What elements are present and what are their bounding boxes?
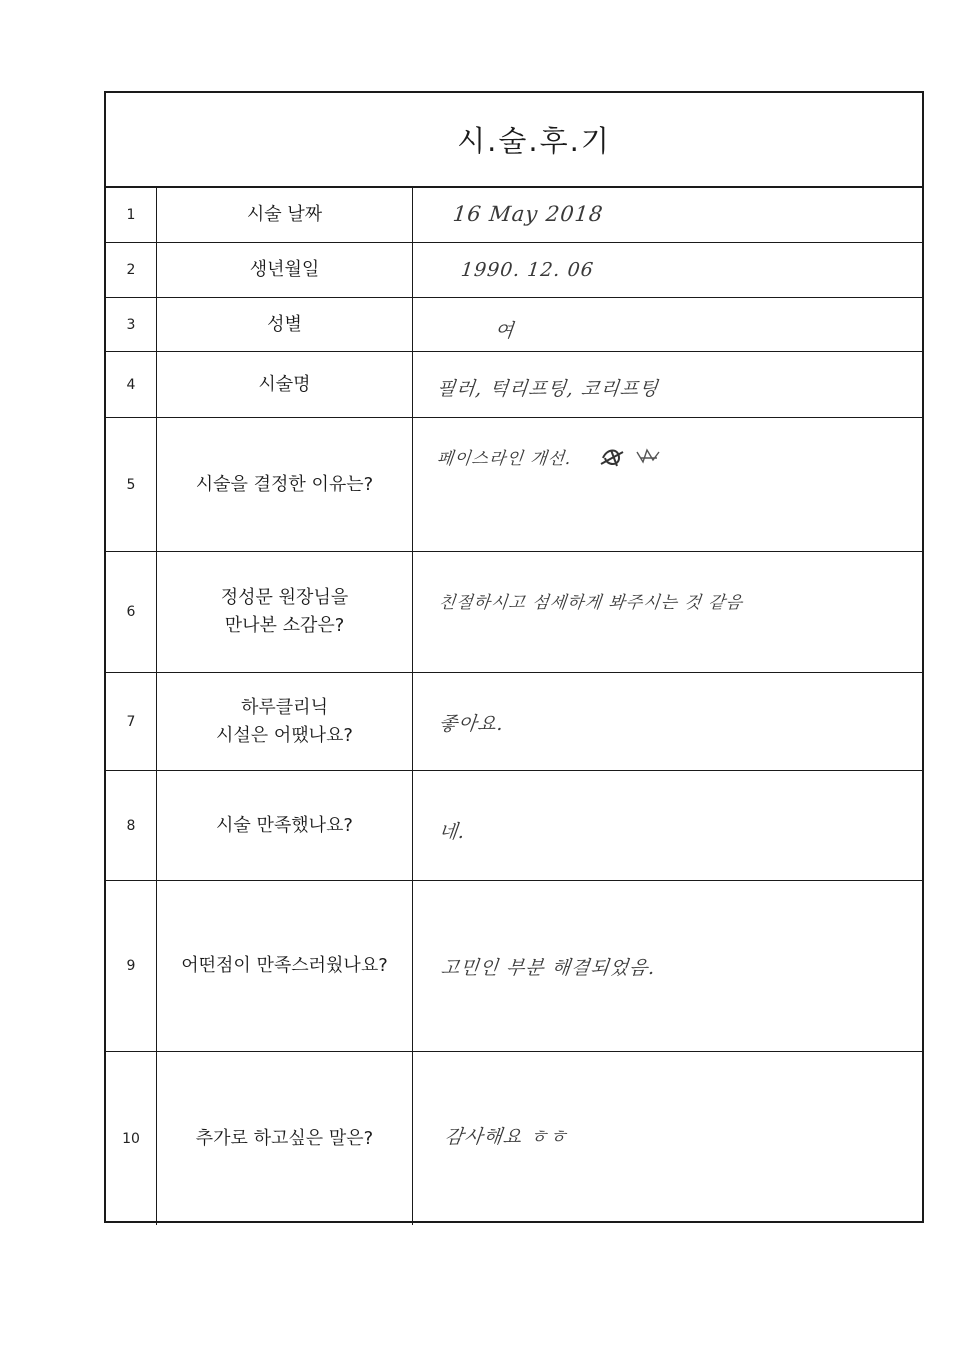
question-label: 하루클리닉 시설은 어땠나요? — [157, 673, 413, 770]
row-number: 7 — [106, 673, 157, 770]
answer-cell — [413, 552, 922, 672]
handwritten-answer: 페이스라인 개선. — [435, 449, 573, 469]
row-number: 2 — [106, 243, 157, 297]
row-number: 10 — [106, 1052, 157, 1225]
question-label: 시술 날짜 — [157, 188, 413, 242]
row-number: 5 — [106, 418, 157, 551]
handwritten-answer: 감사해요 ㅎㅎ — [443, 1126, 570, 1148]
answer-cell — [413, 352, 922, 417]
row-number: 3 — [106, 298, 157, 351]
handwritten-answer: 좋아요. — [437, 713, 506, 735]
answer-cell — [413, 298, 922, 351]
answer-cell — [413, 673, 922, 770]
question-label: 정성문 원장님을 만나본 소감은? — [157, 552, 413, 672]
form-row — [106, 771, 922, 881]
crossed-out-scribble — [597, 444, 667, 470]
question-label: 성별 — [157, 298, 413, 351]
handwritten-answer: 필러, 턱리프팅, 코리프팅 — [435, 378, 660, 400]
question-label: 생년월일 — [157, 243, 413, 297]
review-form — [104, 91, 924, 1223]
row-number: 4 — [106, 352, 157, 417]
question-label: 시술명 — [157, 352, 413, 417]
form-row — [106, 298, 922, 352]
answer-cell — [413, 418, 922, 551]
form-row — [106, 352, 922, 418]
row-number: 6 — [106, 552, 157, 672]
form-row — [106, 552, 922, 673]
question-label: 시술 만족했나요? — [157, 771, 413, 880]
form-row — [106, 881, 922, 1052]
question-label: 추가로 하고싶은 말은? — [157, 1052, 413, 1225]
handwritten-answer: 고민인 부분 해결되었음. — [439, 957, 657, 979]
answer-cell — [413, 188, 922, 242]
handwritten-answer: 친절하시고 섬세하게 봐주시는 것 같음 — [437, 593, 745, 613]
handwritten-answer: 네. — [437, 821, 467, 843]
form-title: 시.술.후.기 — [457, 124, 611, 158]
form-row — [106, 673, 922, 771]
title-row — [106, 93, 922, 188]
handwritten-answer: 여 — [493, 320, 516, 342]
form-row — [106, 1052, 922, 1225]
question-label: 어떤점이 만족스러웠나요? — [157, 881, 413, 1051]
question-label: 시술을 결정한 이유는? — [157, 418, 413, 551]
form-row — [106, 243, 922, 298]
answer-cell — [413, 881, 922, 1051]
answer-cell — [413, 243, 922, 297]
answer-cell — [413, 1052, 922, 1225]
form-row — [106, 188, 922, 243]
handwritten-answer: 1990. 12. 06 — [459, 259, 596, 281]
row-number: 9 — [106, 881, 157, 1051]
handwritten-answer: 16 May 2018 — [451, 202, 605, 226]
form-row — [106, 418, 922, 552]
row-number: 8 — [106, 771, 157, 880]
row-number: 1 — [106, 188, 157, 242]
answer-cell — [413, 771, 922, 880]
